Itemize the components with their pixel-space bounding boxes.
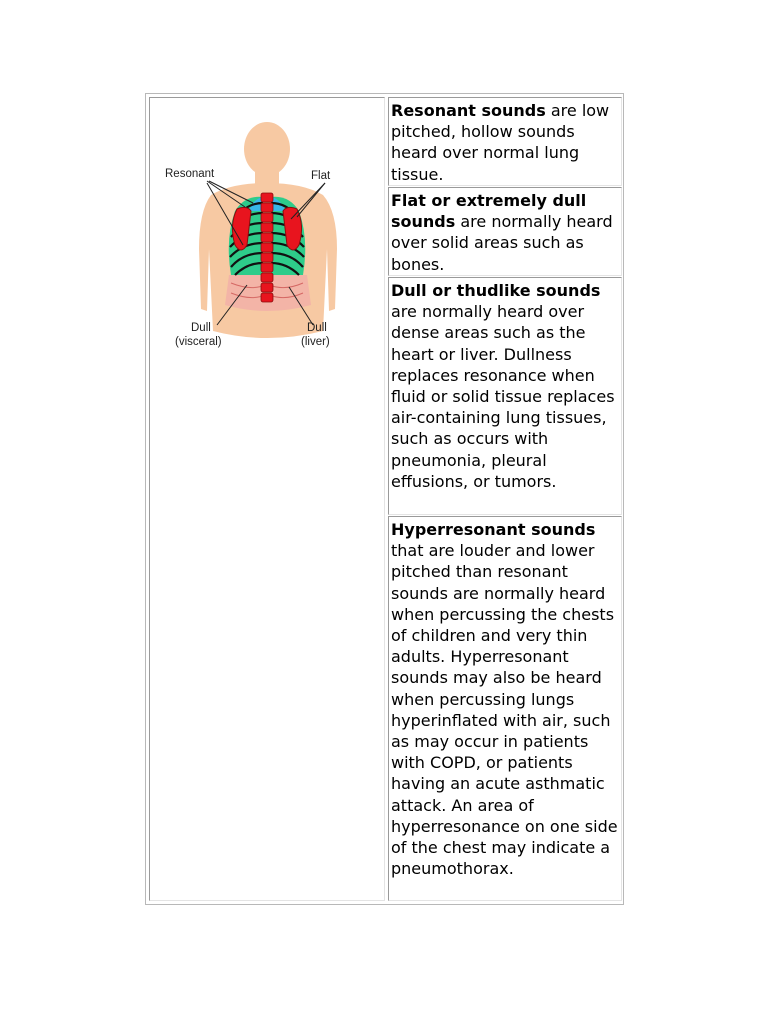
row-description: that are louder and lower pitched than resonant sounds are normally heard when percussing the chests of children and very thin adults. Hyperresonant sounds may also be heard when percussing lungs hyperinflated with air, such as may occur in patients with COPD, or patients having an acute asthmatic attack. An area of hyperresonance on one side of the chest may indicate a pneumothorax. bbox=[391, 541, 618, 879]
label-dull-liver-2: (liver) bbox=[301, 336, 330, 348]
row-text bbox=[391, 519, 619, 879]
spine bbox=[261, 193, 273, 302]
label-dull-liver-1: Dull bbox=[307, 322, 327, 334]
row-resonant bbox=[388, 97, 622, 186]
percussion-sounds-table bbox=[145, 93, 624, 905]
row-flat bbox=[388, 187, 622, 276]
row-term: Hyperresonant sounds bbox=[391, 520, 596, 539]
row-term: Flat or extremely dull sounds bbox=[391, 191, 587, 232]
row-hyperresonant bbox=[388, 516, 622, 901]
row-dull bbox=[388, 277, 622, 515]
figure-cell bbox=[149, 97, 385, 901]
label-dull-visceral-2: (visceral) bbox=[175, 336, 222, 348]
row-term: Resonant sounds bbox=[391, 101, 546, 120]
chest-percussion-figure bbox=[151, 99, 383, 391]
back-anatomy-illustration bbox=[151, 99, 383, 391]
row-text bbox=[391, 190, 619, 275]
row-term: Dull or thudlike sounds bbox=[391, 281, 601, 300]
row-text bbox=[391, 280, 619, 492]
label-resonant: Resonant bbox=[165, 168, 215, 180]
row-description: are low pitched, hollow sounds heard over normal lung tissue. bbox=[391, 101, 610, 184]
row-text bbox=[391, 100, 619, 185]
row-description: are normally heard over solid areas such as bones. bbox=[391, 212, 613, 274]
row-description: are normally heard over dense areas such as the heart or liver. Dullness replaces resonance when fluid or solid tissue replaces air-containing lung tissues, such as occurs with pneumonia, pleural effusions, or tumors. bbox=[391, 302, 615, 491]
label-flat: Flat bbox=[311, 170, 331, 182]
label-dull-visceral-1: Dull bbox=[191, 322, 211, 334]
